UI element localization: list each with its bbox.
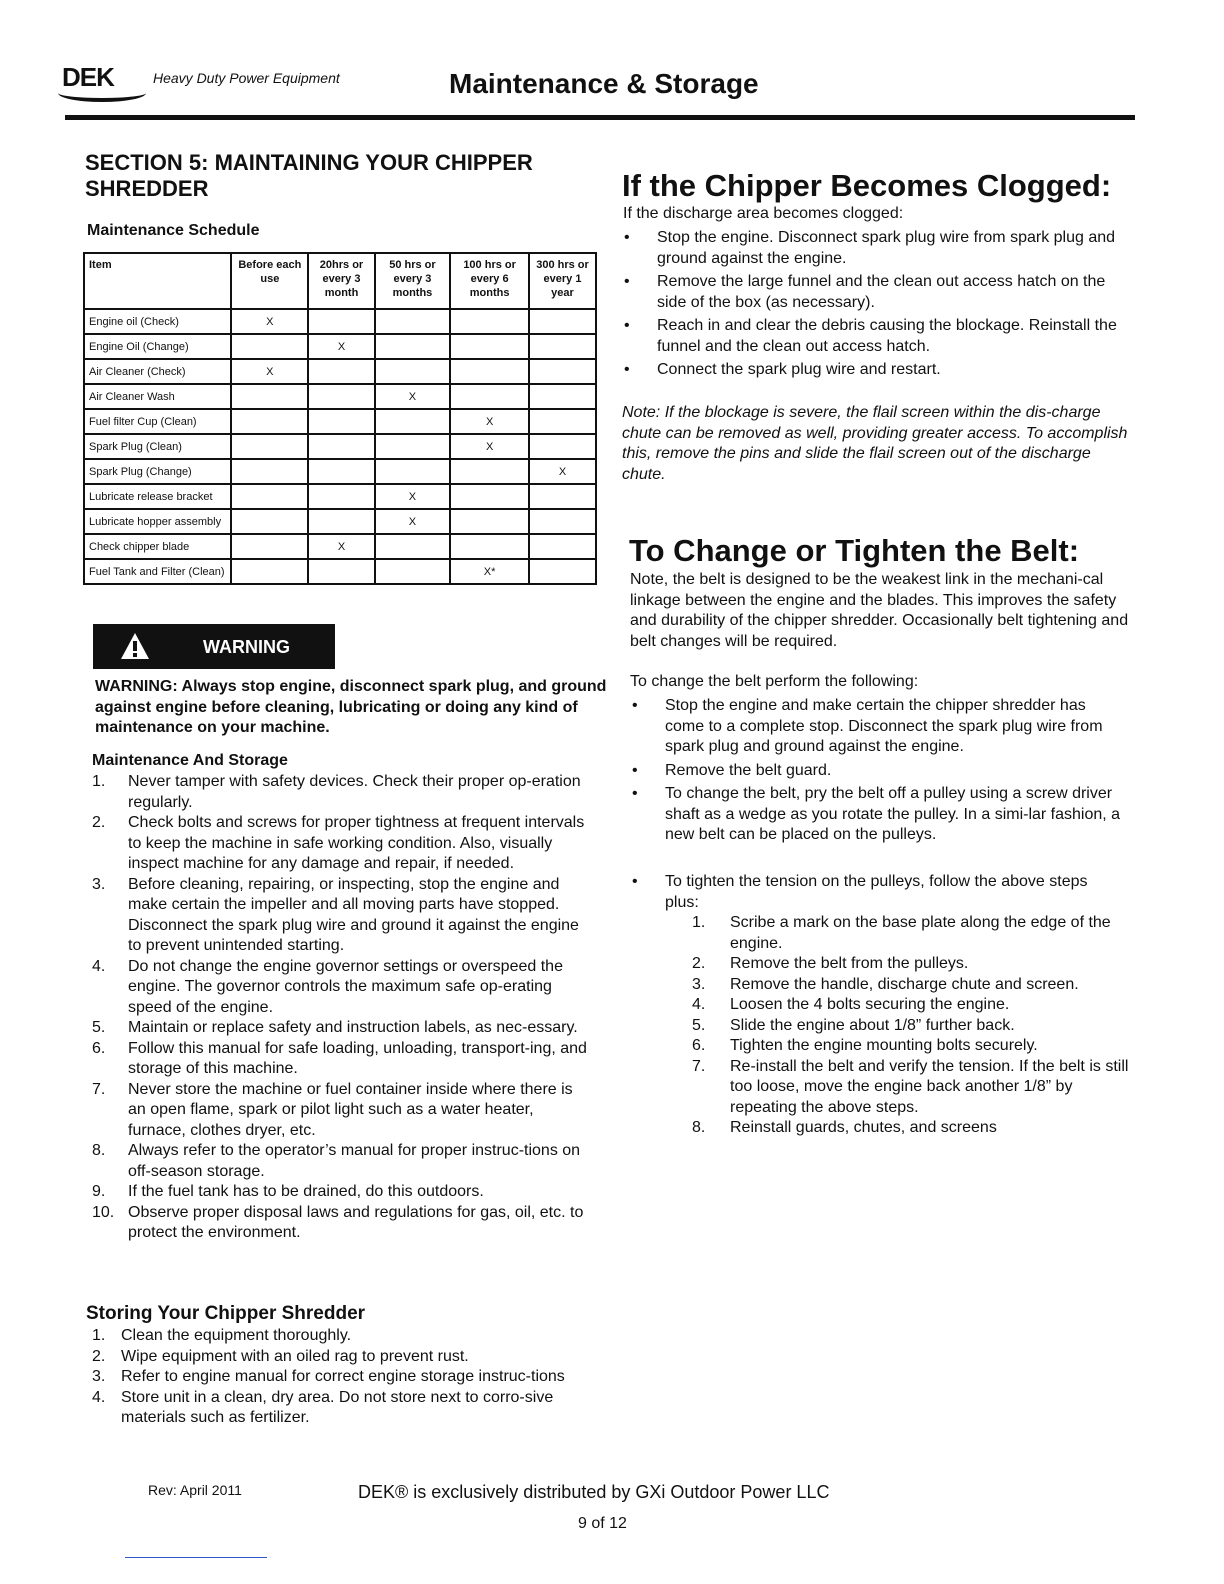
schedule-mark	[308, 359, 374, 384]
schedule-mark: X	[450, 434, 529, 459]
schedule-mark: X	[375, 484, 451, 509]
schedule-mark	[529, 359, 596, 384]
list-item: 6. Tighten the engine mounting bolts securely.	[692, 1037, 1038, 1054]
schedule-mark	[529, 509, 596, 534]
schedule-mark	[529, 534, 596, 559]
schedule-mark	[529, 559, 596, 584]
table-row	[84, 384, 596, 409]
page-title: Maintenance & Storage	[449, 68, 759, 99]
item-name: Air Cleaner (Check)	[84, 359, 231, 384]
schedule-mark: X	[308, 534, 374, 559]
table-row	[84, 559, 596, 584]
list-item: 3. Remove the handle, discharge chute and screen.	[692, 975, 1079, 993]
footer-link-line	[125, 1557, 267, 1558]
bullet-item: • Connect the spark plug wire and restart.	[624, 361, 941, 378]
item-name: Engine oil (Check)	[84, 309, 231, 334]
list-item: 2. Wipe equipment with an oiled rag to prevent rust.	[92, 1347, 469, 1365]
item-name: Lubricate hopper assembly	[84, 509, 231, 534]
schedule-title: Maintenance Schedule	[87, 222, 260, 239]
schedule-mark	[450, 384, 529, 409]
schedule-mark	[450, 484, 529, 509]
bullet-item: • To change the belt, pry the belt off a pulley using a screw driver shaft as a wedge as you rotate the pulley. In a simi-lar fashion, a new belt can be placed on the pulleys.	[632, 785, 1121, 843]
schedule-mark	[375, 334, 451, 359]
warning-triangle-icon	[120, 632, 150, 660]
bullet-item: • Reach in and clear the debris causing the blockage. Reinstall the funnel and the clean out access hatch.	[624, 317, 1117, 355]
list-item: 7. Re-install the belt and verify the tension. If the belt is still too loose, move the engine back another 1/8” by repeating the above steps.	[692, 1057, 1129, 1116]
schedule-mark: X	[529, 459, 596, 484]
header-rule	[65, 115, 1135, 120]
table-row	[84, 359, 596, 384]
maintenance-list	[86, 772, 591, 1244]
clog-note: Note: If the blockage is severe, the flail screen within the dis-charge chute can be removed as well, providing greater access. To accomplish this, remove the pins and slide the flail screen out of the discharge chute.	[622, 404, 1128, 483]
list-item: 10. Observe proper disposal laws and regulations for gas, oil, etc. to protect the environment.	[92, 1203, 584, 1241]
table-row	[84, 484, 596, 509]
schedule-mark	[231, 334, 308, 359]
table-row	[84, 509, 596, 534]
logo-text: DEK	[62, 62, 114, 92]
schedule-mark	[529, 409, 596, 434]
belt-lead: To change the belt perform the following:	[630, 673, 919, 690]
dek-logo	[62, 62, 114, 93]
schedule-mark	[231, 459, 308, 484]
item-name: Air Cleaner Wash	[84, 384, 231, 409]
item-name: Spark Plug (Clean)	[84, 434, 231, 459]
warning-label: WARNING	[203, 637, 290, 657]
schedule-mark: X	[231, 309, 308, 334]
schedule-mark: X	[308, 334, 374, 359]
list-item: 5. Maintain or replace safety and instruction labels, as nec-essary.	[92, 1019, 578, 1036]
tagline: Heavy Duty Power Equipment	[153, 70, 340, 86]
bullet-item: • Remove the belt guard.	[632, 761, 832, 779]
schedule-mark	[231, 434, 308, 459]
schedule-mark	[375, 534, 451, 559]
schedule-mark: X	[375, 384, 451, 409]
table-row	[84, 334, 596, 359]
table-row	[84, 434, 596, 459]
storing-list	[86, 1326, 586, 1429]
item-name: Fuel filter Cup (Clean)	[84, 409, 231, 434]
schedule-mark	[308, 309, 374, 334]
table-header-cell: 100 hrs or every 6 months	[450, 253, 529, 309]
schedule-mark	[308, 509, 374, 534]
maint-title: Maintenance And Storage	[92, 752, 288, 769]
table-header-cell: 50 hrs or every 3 months	[375, 253, 451, 309]
schedule-mark	[375, 434, 451, 459]
list-item: 4. Do not change the engine governor settings or overspeed the engine. The governor controls the maximum safe op-erating speed of the engine.	[92, 957, 563, 1016]
schedule-mark	[308, 559, 374, 584]
list-item: 5. Slide the engine about 1/8” further back.	[692, 1016, 1015, 1034]
schedule-mark	[308, 409, 374, 434]
belt-intro: Note, the belt is designed to be the weakest link in the mechani-cal linkage between the engine and the blades. This improves the safety and durability of the chipper shredder. Occasionally belt tightening and belt changes will be required.	[630, 571, 1129, 650]
bullet-item: • Stop the engine and make certain the chipper shredder has come to a complete stop. Disconnect the spark plug wire from spark plug and ground against the engine.	[632, 697, 1103, 755]
bullet-item: • Remove the large funnel and the clean out access hatch on the side of the box (as necessary).	[624, 273, 1106, 311]
table-row	[84, 409, 596, 434]
list-item: 4. Store unit in a clean, dry area. Do not store next to corro-sive materials such as fertilizer.	[92, 1388, 554, 1426]
clog-intro: If the discharge area becomes clogged:	[623, 205, 904, 222]
schedule-mark: X	[231, 359, 308, 384]
item-name: Spark Plug (Change)	[84, 459, 231, 484]
belt-list	[630, 696, 1125, 849]
schedule-mark	[450, 459, 529, 484]
schedule-mark	[375, 359, 451, 384]
list-item: 9. If the fuel tank has to be drained, do this outdoors.	[92, 1183, 484, 1200]
schedule-mark	[375, 459, 451, 484]
schedule-mark: X	[450, 409, 529, 434]
schedule-mark	[375, 559, 451, 584]
list-item: 4. Loosen the 4 bolts securing the engine.	[692, 996, 1010, 1013]
schedule-mark	[529, 334, 596, 359]
schedule-mark	[308, 434, 374, 459]
table-row	[84, 459, 596, 484]
storing-title: Storing Your Chipper Shredder	[86, 1303, 366, 1324]
tighten-item: • To tighten the tension on the pulleys, follow the above steps plus:	[632, 873, 1088, 911]
item-name: Lubricate release bracket	[84, 484, 231, 509]
table-header-cell: Before each use	[231, 253, 308, 309]
schedule-mark	[529, 484, 596, 509]
list-item: 3. Refer to engine manual for correct engine storage instruc-tions	[92, 1368, 565, 1385]
schedule-mark	[450, 359, 529, 384]
table-header-cell: 20hrs or every 3 month	[308, 253, 374, 309]
list-item: 7. Never store the machine or fuel container inside where there is an open flame, spark or pilot light such as a water heater, furnace, clothes dryer, etc.	[92, 1080, 573, 1139]
table-row	[84, 534, 596, 559]
schedule-mark: X*	[450, 559, 529, 584]
item-name: Fuel Tank and Filter (Clean)	[84, 559, 231, 584]
item-name: Check chipper blade	[84, 534, 231, 559]
table-row	[84, 309, 596, 334]
bullet-item: • Stop the engine. Disconnect spark plug wire from spark plug and ground against the engine.	[624, 229, 1116, 267]
schedule-mark	[529, 434, 596, 459]
list-item: 6. Follow this manual for safe loading, unloading, transport-ing, and storage of this machine.	[92, 1039, 587, 1077]
schedule-mark	[450, 509, 529, 534]
distributor-note: DEK® is exclusively distributed by GXi Outdoor Power LLC	[358, 1482, 830, 1502]
clog-list	[622, 228, 1132, 384]
warning-banner	[93, 624, 335, 669]
page-number: 9 of 12	[578, 1515, 627, 1532]
list-item: 2. Remove the belt from the pulleys.	[692, 955, 969, 972]
warning-text: WARNING: Always stop engine, disconnect spark plug, and ground against engine before cleaning, lubricating or doing any kind of maintenance on your machine.	[95, 678, 607, 736]
belt-title: To Change or Tighten the Belt:	[629, 533, 1080, 568]
schedule-mark	[231, 509, 308, 534]
list-item: 3. Before cleaning, repairing, or inspecting, stop the engine and make certain the impeller and all moving parts have stopped. Disconnect the spark plug wire and ground it against the engine to prevent unintended starting.	[92, 875, 579, 954]
revision: Rev: April 2011	[148, 1482, 242, 1498]
table-header-cell: Item	[84, 253, 231, 309]
schedule-mark: X	[375, 509, 451, 534]
schedule-mark	[529, 309, 596, 334]
schedule-mark	[308, 384, 374, 409]
schedule-mark	[231, 409, 308, 434]
list-item: 8. Reinstall guards, chutes, and screens	[692, 1119, 997, 1136]
tighten-steps	[688, 913, 1133, 1139]
list-item: 1. Scribe a mark on the base plate along the edge of the engine.	[692, 914, 1111, 952]
schedule-mark	[450, 309, 529, 334]
schedule-mark	[308, 459, 374, 484]
maintenance-table	[83, 252, 597, 585]
schedule-mark	[231, 484, 308, 509]
schedule-mark	[231, 534, 308, 559]
list-item: 8. Always refer to the operator’s manual for proper instruc-tions on off-season storage.	[92, 1142, 581, 1180]
schedule-mark	[231, 384, 308, 409]
schedule-mark	[231, 559, 308, 584]
schedule-mark	[529, 384, 596, 409]
schedule-mark	[450, 534, 529, 559]
schedule-mark	[375, 309, 451, 334]
table-header-cell: 300 hrs or every 1 year	[529, 253, 596, 309]
section-title: SECTION 5: MAINTAINING YOUR CHIPPER SHREDDER	[85, 150, 533, 201]
schedule-mark	[450, 334, 529, 359]
list-item: 1. Clean the equipment thoroughly.	[92, 1327, 352, 1344]
clog-title: If the Chipper Becomes Clogged:	[622, 168, 1112, 203]
list-item: 2. Check bolts and screws for proper tightness at frequent intervals to keep the machine in safe working condition. Also, visually inspect machine for any damage and repair, if needed.	[92, 814, 585, 872]
item-name: Engine Oil (Change)	[84, 334, 231, 359]
schedule-mark	[375, 409, 451, 434]
list-item: 1. Never tamper with safety devices. Check their proper op-eration regularly.	[92, 773, 581, 811]
schedule-mark	[308, 484, 374, 509]
